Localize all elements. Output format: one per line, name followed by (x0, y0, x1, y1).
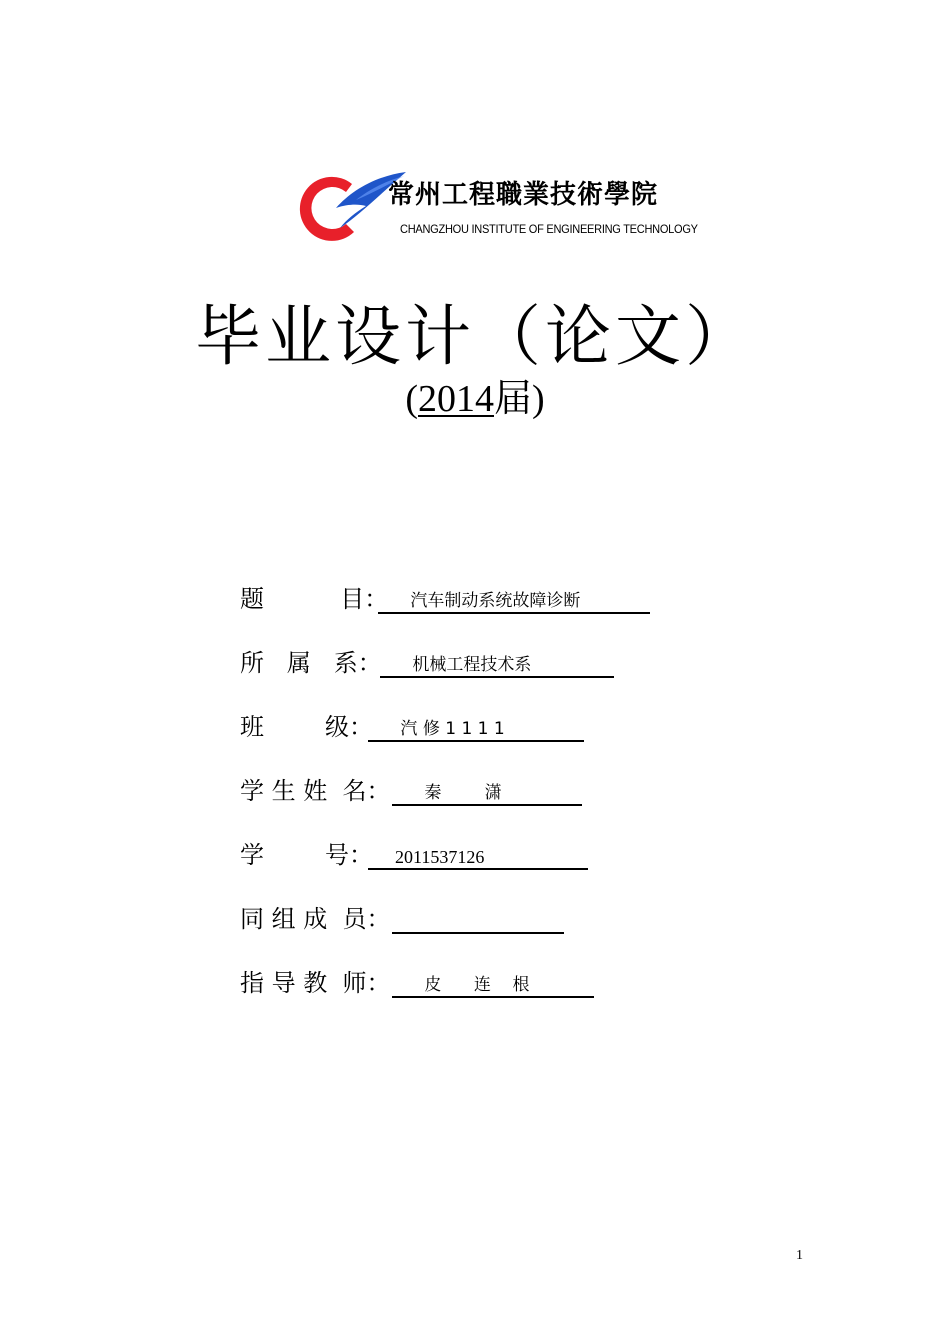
graduation-year: 2014 (418, 378, 494, 420)
graduation-year-line (0, 374, 950, 424)
school-name-chinese: 常州工程職業技術學院 (388, 180, 659, 210)
field-label: 题 目： (240, 585, 389, 613)
field-value: 机械工程技术系 (380, 652, 614, 678)
field-label: 所 属 系： (240, 649, 382, 677)
page-number: 1 (796, 1248, 803, 1263)
school-logo (296, 168, 698, 248)
document-title: 毕业设计（论文） (195, 298, 755, 375)
field-value: 汽 修 1 1 1 1 (368, 716, 584, 742)
field-label: 学 号： (240, 841, 374, 869)
school-name-english: CHANGZHOU INSTITUTE OF ENGINEERING TECHNOLOGY (400, 222, 698, 236)
field-value: 秦 潇 (392, 780, 582, 806)
field-value: 皮 连 根 (392, 972, 594, 998)
field-label: 指 导 教 师： (240, 969, 391, 997)
field-value: 汽车制动系统故障诊断 (378, 588, 650, 614)
year-suffix: 届) (494, 378, 545, 420)
year-open-paren: ( (405, 378, 418, 420)
field-value (392, 908, 564, 934)
field-label: 班 级： (240, 713, 374, 741)
field-label: 同 组 成 员： (240, 905, 391, 933)
field-value: 2011537126 (368, 844, 588, 870)
field-label: 学 生 姓 名： (240, 777, 391, 805)
